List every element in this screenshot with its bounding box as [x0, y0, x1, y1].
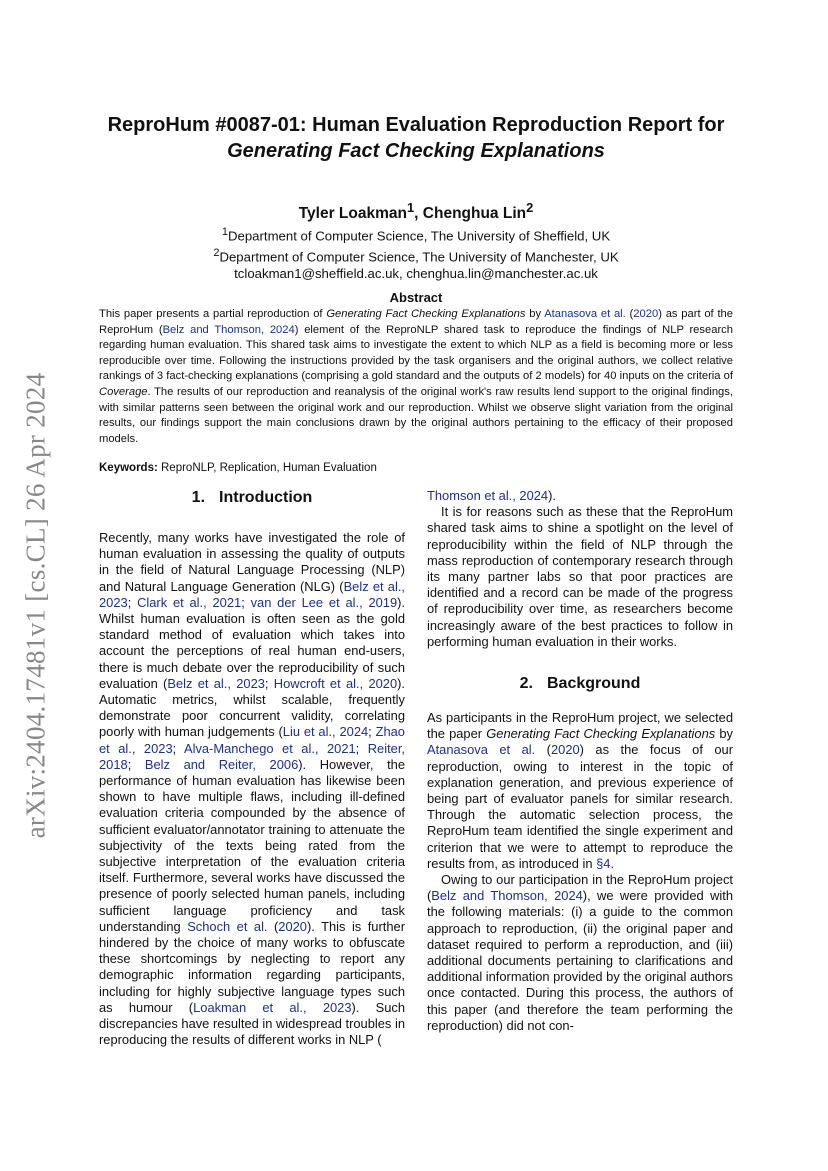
- section-title: Background: [547, 675, 641, 693]
- body-text: ;: [368, 724, 376, 740]
- body-text: .: [610, 855, 615, 871]
- abstract-text: This paper presents a partial reproduction of: [99, 308, 327, 320]
- citation-link[interactable]: Zhao et al., 2023: [99, 724, 405, 756]
- citation-link[interactable]: Howcroft et al., 2020: [273, 675, 398, 691]
- body-text: ;: [172, 740, 184, 756]
- body-text: ;: [127, 756, 145, 772]
- citation-link[interactable]: Clark et al., 2021: [137, 594, 242, 610]
- arxiv-identifier: arXiv:2404.17481v1 [cs.CL] 26 Apr 2024: [20, 372, 51, 838]
- citation-link[interactable]: Alva-Manchego et al., 2021: [183, 740, 356, 756]
- author-emails: tcloakman1@sheffield.ac.uk, chenghua.lin@manchester.ac.uk: [234, 265, 598, 281]
- section-heading-background: [427, 674, 733, 694]
- author-names: [60, 198, 772, 224]
- section-number: 1.: [191, 489, 206, 506]
- citation-link[interactable]: 2020: [278, 918, 307, 934]
- body-text: As participants in the ReproHum project, we selected the paper: [427, 710, 733, 742]
- author-1-affil: 1: [406, 200, 415, 215]
- keywords-label: Keywords:: [99, 462, 158, 474]
- affiliation-2-marker: 2: [213, 246, 220, 259]
- citation-link[interactable]: Thomson et al., 2024: [427, 488, 549, 503]
- body-text: (: [267, 918, 279, 934]
- citation-link[interactable]: Belz and Reiter, 2006: [144, 756, 299, 772]
- section-ref-link[interactable]: §4: [596, 855, 611, 871]
- body-text: ;: [355, 740, 368, 756]
- citation-link[interactable]: Belz et al., 2023: [99, 578, 405, 610]
- left-column: [99, 488, 405, 1049]
- citation-link[interactable]: Loakman et al., 2023: [193, 999, 352, 1015]
- author-block: [60, 198, 772, 282]
- abstract-criterion: Coverage: [99, 385, 148, 398]
- paper-title: [60, 112, 772, 164]
- body-text: ).: [548, 488, 556, 503]
- citation-link[interactable]: Liu et al., 2024: [282, 724, 369, 740]
- arxiv-sidebar-stamp: [10, 360, 62, 850]
- abstract-text: (: [625, 308, 634, 320]
- body-text: ). However, the performance of human evaluation has likewise been shown to have multiple flaws, including ill-defined evaluation criteria compounded by the absence of sufficient evaluator/annotator training to attenuate the subjectivity of the texts being rated from the subjective interpretation of the evaluation criteria itself. Furthermore, several works have discussed the presence of poorly selected human panels, including sufficient language proficiency and task understanding: [99, 756, 405, 934]
- citation-link[interactable]: Belz and Thomson, 2024: [431, 888, 583, 904]
- citation-link[interactable]: Belz et al., 2023: [167, 675, 265, 691]
- author-separator: ,: [414, 205, 423, 223]
- body-text: ;: [264, 675, 274, 691]
- title-line-2: Generating Fact Checking Explanations: [227, 140, 605, 162]
- background-paragraph-1: [427, 710, 733, 872]
- body-text: (: [535, 742, 551, 758]
- citation-link[interactable]: 2020: [633, 308, 659, 320]
- right-column: [427, 488, 733, 1034]
- body-text: Recently, many works have investigated the role of human evaluation in assessing the quality of outputs in the field of Natural Language Processing (NLP) and Natural Language Generation (NLG) (: [99, 530, 405, 594]
- author-2-affil: 2: [526, 200, 534, 215]
- keywords-line: [99, 461, 733, 476]
- affiliation-2: [60, 245, 772, 265]
- background-paragraph-2: [427, 872, 733, 1034]
- section-title: Introduction: [219, 489, 313, 506]
- author-1: Tyler Loakman: [298, 205, 407, 223]
- abstract-text: by: [525, 308, 545, 320]
- intro-paragraph-1-continued: [427, 488, 733, 504]
- author-2: Chenghua Lin: [422, 205, 527, 223]
- citation-link[interactable]: van der Lee et al., 2019: [250, 594, 398, 610]
- abstract-body: [99, 307, 733, 447]
- body-text: ). Such discrepancies have resulted in widespread troubles in reproducing the results of different works in NLP (: [99, 999, 405, 1048]
- citation-link[interactable]: Belz and Thomson, 2024: [162, 323, 295, 336]
- affiliation-1: [60, 224, 772, 244]
- citation-link[interactable]: Reiter, 2018: [99, 740, 405, 772]
- intro-paragraph-1: [99, 530, 405, 1049]
- body-text: ;: [241, 594, 251, 610]
- abstract-text: ) element of the ReproNLP shared task to reproduce the findings of NLP research regarding human evaluation. This shared task aims to investigate the extent to which NLP as a field is becoming more or less reproducible over time. Following the instructions provided by the task organisers and the original authors, we collect relative rankings of 3 fact-checking explanations (comprising a gold standard and the outputs of 2 models) for 40 inputs on the criteria of: [99, 323, 733, 383]
- body-text: ;: [127, 594, 138, 610]
- abstract-heading: Abstract: [389, 290, 443, 305]
- citation-link[interactable]: Atanasova et al.: [544, 308, 626, 320]
- affiliation-2-text: Department of Computer Science, The University of Manchester, UK: [219, 248, 619, 264]
- affiliation-1-marker: 1: [221, 226, 228, 239]
- intro-paragraph-2: It is for reasons such as these that the ReproHum shared task aims to shine a spotlight on the level of reproducibility within the field of NLP through the mass reproduction of contemporary research through its many partner labs so that poor practices are identified and a record can be made of the progress of reproducibility over time, as researchers become increasingly aware of the best practices to follow in performing human evaluation in their works.: [427, 504, 733, 649]
- body-text: ). Automatic metrics, whilst scalable, frequently demonstrate poor concurrent validity, correlating poorly with human judgements (: [99, 675, 406, 740]
- citation-link[interactable]: 2020: [550, 742, 580, 758]
- body-text: ). Whilst human evaluation is often seen as the gold standard method of evaluation which takes into account the perceptions of real human end-users, there is much debate over the reproducibility of such evaluation (: [99, 594, 405, 691]
- citation-link[interactable]: Schoch et al.: [187, 918, 268, 934]
- body-text: ). This is further hindered by the choice of many works to obfuscate these shortcomings by neglecting to report any demographic information regarding participants, including for highly subjective language types such as humour (: [99, 918, 405, 1015]
- citation-link[interactable]: Atanasova et al.: [427, 742, 536, 758]
- body-text: Owing to our participation in the ReproHum project (: [427, 872, 733, 904]
- body-text: ) as the focus of our reproduction, owing to interest in the topic of explanation generation, and previous experience of being part of evaluator panels for similar research. Through the automatic selection process, the ReproHum team identified the single experiment and criterion that we were to attempt to reproduce the results from, as introduced in: [427, 742, 734, 871]
- abstract-text: ) as part of the ReproHum (: [99, 308, 733, 336]
- paper-title-ref: Generating Fact Checking Explanations: [486, 726, 716, 742]
- keywords-text: ReproNLP, Replication, Human Evaluation: [157, 462, 377, 474]
- section-heading-introduction: [99, 488, 405, 508]
- abstract-paper-title: Generating Fact Checking Explanations: [326, 308, 526, 320]
- section-number: 2.: [519, 675, 533, 693]
- affiliation-1-text: Department of Computer Science, The University of Sheffield, UK: [227, 228, 611, 244]
- body-text: by: [715, 726, 733, 742]
- title-line-1: ReproHum #0087-01: Human Evaluation Reproduction Report for: [107, 114, 725, 136]
- abstract-text: . The results of our reproduction and reanalysis of the original work's raw results lend support to the original findings, with similar patterns seen between the original work and our reproduction. Whilst we observe slight variation from the original results, our findings support the main conclusions drawn by the original authors pertaining to the efficacy of their proposed models.: [99, 385, 733, 445]
- body-text: ), we were provided with the following materials: (i) a guide to the common approach to reproduction, (ii) the original paper and dataset required to perform a reproduction, and (iii) additional documents pertaining to clarifications and additional information provided by the original authors once contacted. During this process, the authors of this paper (and therefore the team performing the reproduction) did not con-: [427, 888, 733, 1033]
